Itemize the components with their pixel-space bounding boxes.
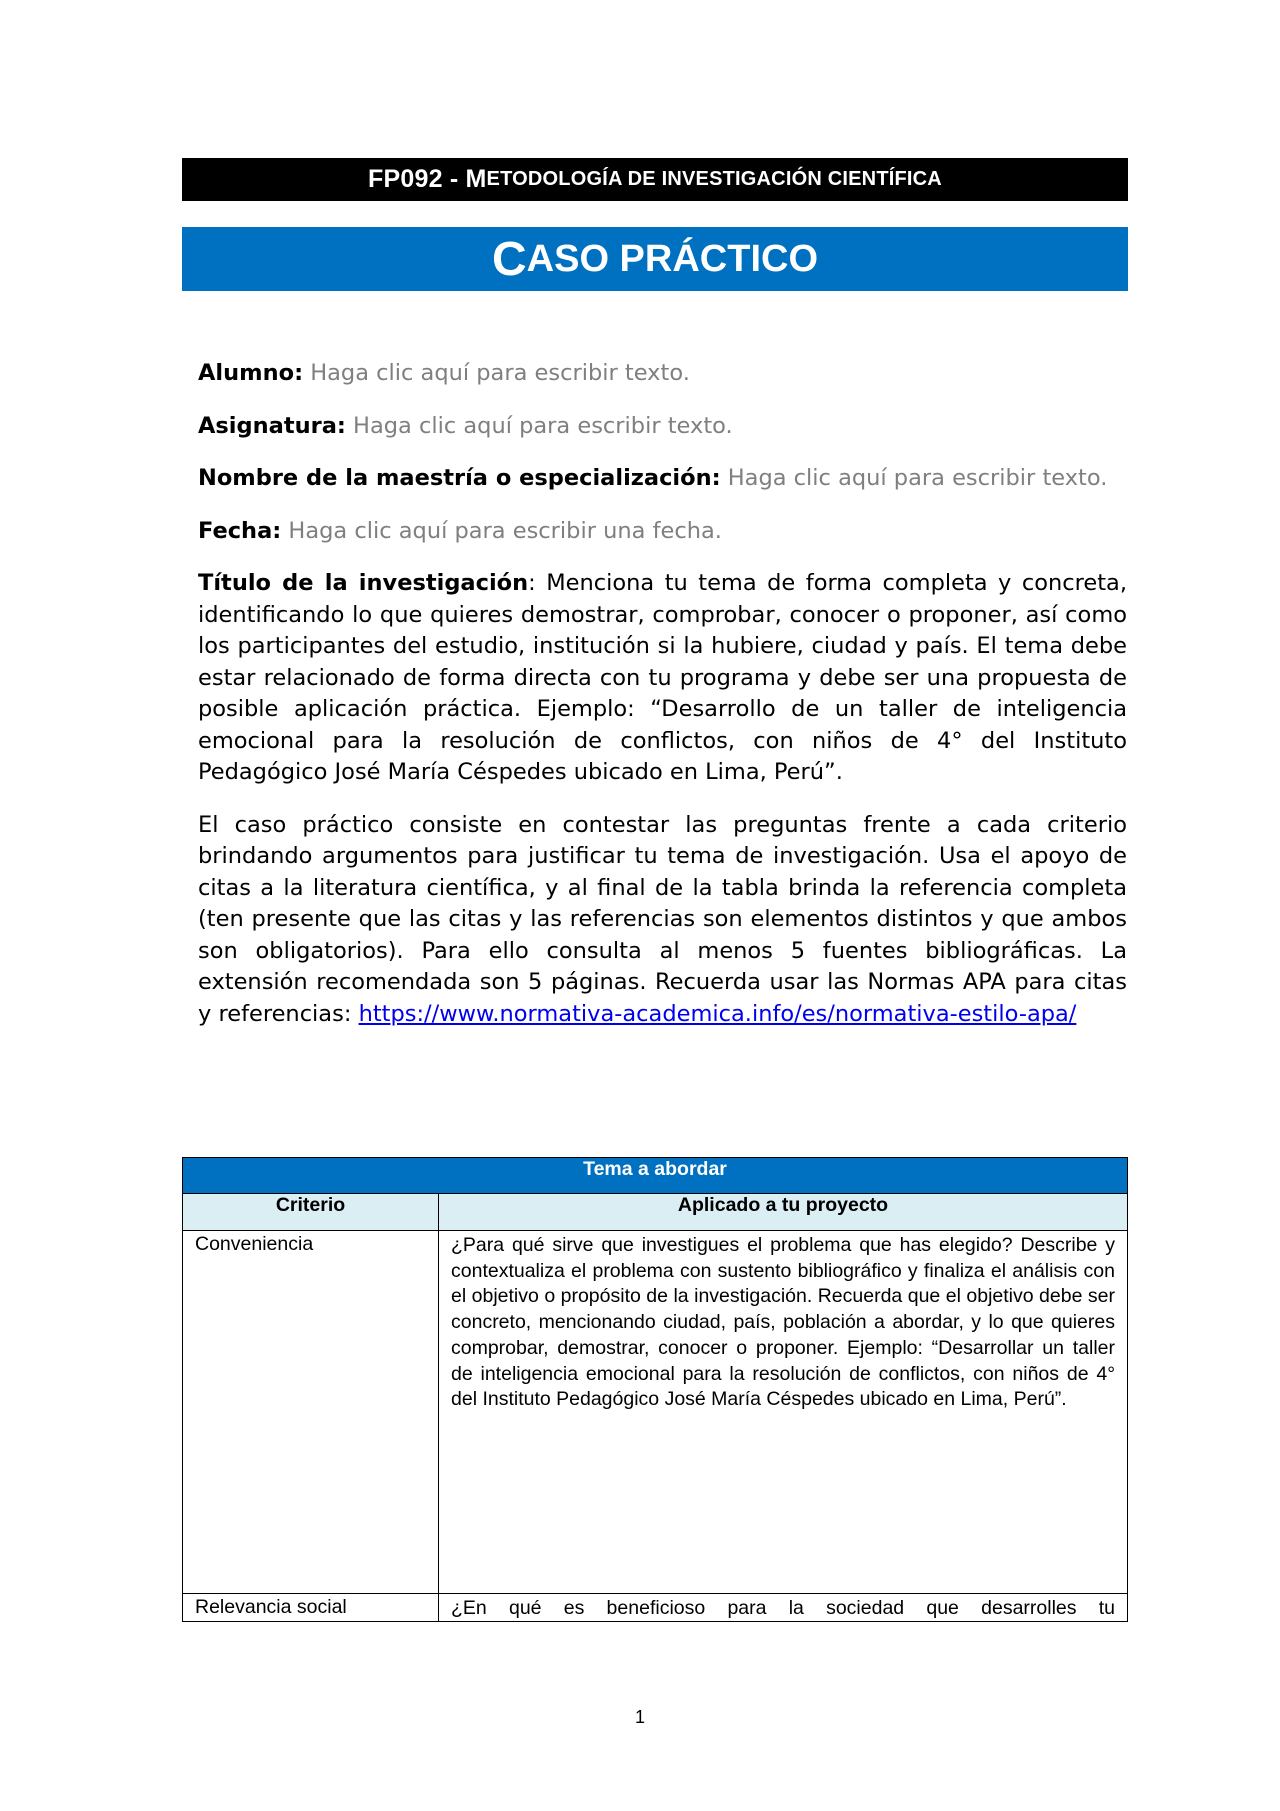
column-header-aplicado: Aplicado a tu proyecto [439,1194,1128,1231]
table-row [183,1231,1128,1594]
course-code: FP092 - M [368,165,487,193]
alumno-field [198,358,1127,390]
asignatura-input[interactable]: Haga clic aquí para escribir texto. [353,412,733,439]
instructions-paragraph [198,810,1127,1031]
alumno-input[interactable]: Haga clic aquí para escribir texto. [310,360,690,386]
criteria-table [182,1157,1128,1622]
asignatura-label: Asignatura: [198,412,346,439]
instructions-text: El caso práctico consiste en contestar las preguntas frente a cada criterio brindando argumentos para justificar tu tema de investigación. Usa el apoyo de citas a la literatura científica, y al final de la tabla brinda la referencia completa (ten presente que las citas y las referencias son elementos distintos y que ambos son obligatorios). Para ello consulta al menos 5 fuentes bibliográficas. La extensión recomendada son 5 páginas. Recuerda usar las Normas APA para citas y referencias: [198,811,1127,1027]
aplicado-cell[interactable]: ¿Para qué sirve que investigues el problema que has elegido? Describe y contextualiza el problema con sustento bibliográfico y finaliza el análisis con el objetivo o propósito de la investigación. Recuerda que el objetivo debe ser concreto, mencionando ciudad, país, población a abordar, y lo que quieres comprobar, demostrar, conocer o proponer. Ejemplo: “Desarrollar un taller de inteligencia emocional para la resolución de conflictos, con niños de 4° del Instituto Pedagógico José María Céspedes ubicado en Lima, Perú”. [451,1234,1115,1411]
document-title [182,227,1128,291]
aplicado-cell[interactable]: ¿En qué es beneficioso para la sociedad que desarrolles tu [451,1597,1115,1619]
title-initial: C [491,232,527,286]
course-name: ETODOLOGÍA DE INVESTIGACIÓN CIENTÍFICA [486,168,942,190]
maestria-label: Nombre de la maestría o especialización: [198,465,721,491]
maestria-field [198,463,1127,495]
maestria-input[interactable]: Haga clic aquí para escribir texto. [727,465,1108,491]
apa-link[interactable]: https://www.normativa-academica.info/es/normativa-estilo-apa/ [358,1000,1077,1027]
titulo-paragraph [198,568,1127,789]
asignatura-field [198,411,1127,443]
fecha-label: Fecha: [198,517,282,544]
title-rest: ASO PRÁCTICO [526,237,819,280]
course-header [182,158,1128,201]
table-title: Tema a abordar [183,1158,1128,1194]
criterio-cell: Conveniencia [195,1233,314,1255]
table-row [183,1594,1128,1622]
fecha-input[interactable]: Haga clic aquí para escribir una fecha. [288,517,722,544]
fecha-field [198,516,1127,548]
column-header-criterio: Criterio [183,1194,439,1231]
document-body [198,358,1127,1051]
criterio-cell: Relevancia social [195,1596,347,1618]
page-number: 1 [634,1707,645,1727]
titulo-label: Título de la investigación [198,570,529,596]
alumno-label: Alumno: [198,360,304,386]
titulo-text: : Menciona tu tema de forma completa y concreta, identificando lo que quieres demostrar, comprobar, conocer o proponer, así como los participantes del estudio, institución si la hubiere, ciudad y país. El tema debe estar relacionado de forma directa con tu programa y debe ser una propuesta de posible aplicación práctica. Ejemplo: “Desarrollo de un taller de inteligencia emocional para la resolución de conflictos, con niños de 4° del Instituto Pedagógico José María Céspedes ubicado en Lima, Perú”. [198,570,1127,785]
